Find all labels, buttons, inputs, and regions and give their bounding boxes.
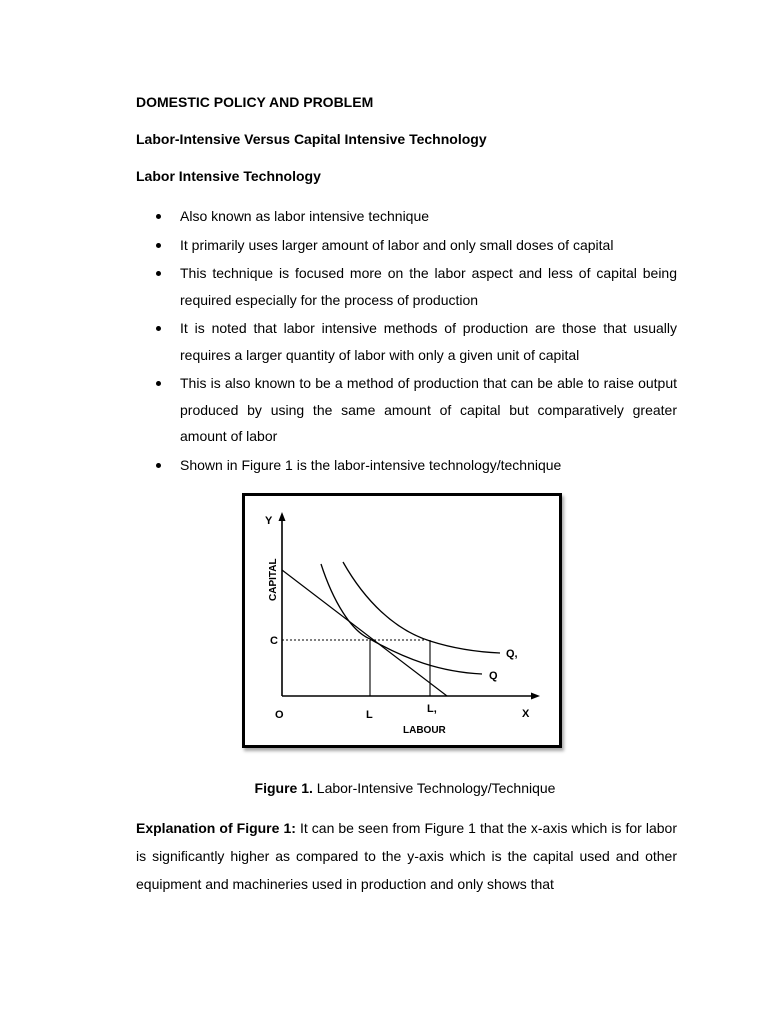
isocost-line [282, 570, 447, 696]
isoquant-curve-q [321, 564, 482, 674]
document-title: DOMESTIC POLICY AND PROBLEM [136, 94, 374, 110]
list-item [136, 203, 677, 230]
bullet-icon [156, 214, 161, 219]
c-label: C [270, 635, 278, 647]
bullet-icon [156, 463, 161, 468]
list-item-text: Also known as labor intensive technique [180, 208, 430, 224]
isoquant-diagram [245, 496, 559, 745]
l-label: L [366, 709, 373, 721]
q1-label: Q, [506, 648, 518, 660]
section-heading: Labor Intensive Technology [136, 168, 321, 184]
explanation-label: Explanation of Figure 1: [136, 820, 296, 836]
explanation-text: It can be seen from Figure 1 that the x-axis which is for labor is significantly higher as compared to the y-axis which is the capital used and other equipment and machineries used in production and only shows that [136, 820, 677, 892]
bullet-icon [156, 271, 161, 276]
list-item [136, 370, 677, 450]
bullet-list [136, 203, 677, 480]
y-axis-label: Y [265, 515, 273, 527]
bullet-icon [156, 243, 161, 248]
list-item [136, 232, 677, 259]
list-item-text: This is also known to be a method of production that can be able to raise output produced by using the same amount of capital but comparatively greater amount of labor [180, 375, 677, 444]
list-item-text: Shown in Figure 1 is the labor-intensive technology/technique [180, 456, 562, 473]
list-item [136, 315, 677, 368]
x-axis-label: X [522, 708, 530, 720]
list-item [136, 452, 677, 479]
figure-caption [0, 780, 768, 796]
list-item-text: This technique is focused more on the labor aspect and less of capital being required especially for the process of production [180, 265, 677, 308]
bullet-icon [156, 326, 161, 331]
list-item-text: It is noted that labor intensive methods of production are those that usually requires a larger quantity of labor with only a given unit of capital [180, 320, 677, 363]
list-item [136, 260, 677, 313]
capital-axis-title: CAPITAL [268, 558, 279, 601]
isoquant-curve-q1 [343, 562, 500, 653]
document-subtitle: Labor-Intensive Versus Capital Intensive Technology [136, 131, 487, 147]
figure-isoquant-diagram [242, 493, 562, 748]
x-axis-arrow [531, 693, 540, 700]
labour-axis-title: LABOUR [403, 725, 446, 736]
caption-label: Figure 1. [254, 780, 313, 796]
explanation-paragraph [136, 814, 677, 898]
caption-text: Labor-Intensive Technology/Technique [312, 780, 556, 796]
y-axis-arrow [279, 512, 286, 521]
list-item-text: It primarily uses larger amount of labor and only small doses of capital [180, 236, 614, 253]
bullet-icon [156, 381, 161, 386]
l1-label: L, [427, 703, 437, 715]
q-label: Q [489, 670, 498, 682]
origin-label: O [275, 709, 284, 721]
